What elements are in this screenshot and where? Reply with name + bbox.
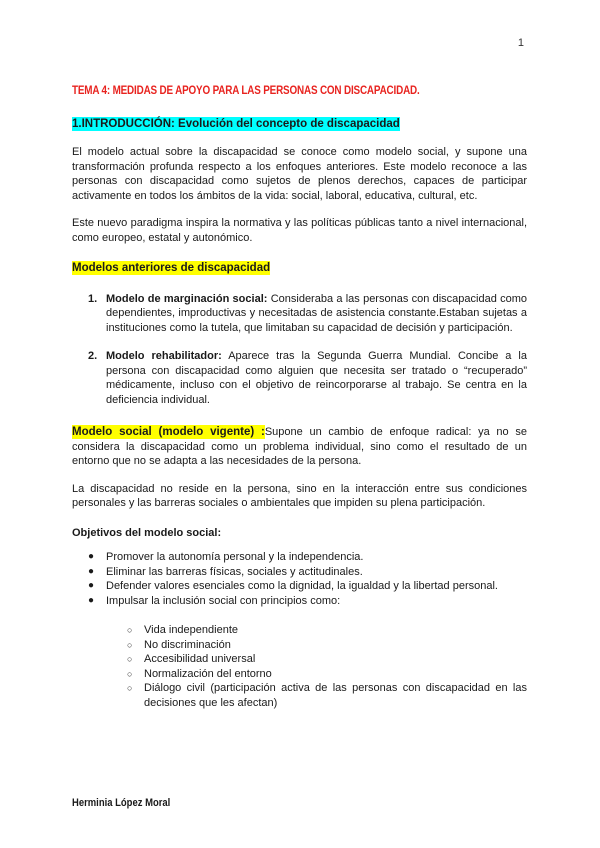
prev-models-list [72,292,527,408]
model-text: Consideraba a las personas con discapacidad como dependientes, improductivas y necesitadas de asistencia constante.Estaban sujetas a instituciones como la tutela, que limitaban su capacidad de decisión y participación. [106,292,527,334]
circle-bullet-icon: ○ [127,668,133,679]
intro-heading: 1.INTRODUCCIÓN: Evolución del concepto de discapacidad [72,117,400,130]
intro-paragraph-2: Este nuevo paradigma inspira la normativa y las políticas públicas tanto a nivel internacional, como europeo, estatal y autonómico. [72,217,527,244]
document-title: TEMA 4: MEDIDAS DE APOYO PARA LAS PERSONAS CON DISCAPACIDAD. [72,85,420,97]
model-name: Modelo rehabilitador: [106,350,222,362]
circle-bullet-icon: ○ [127,654,133,664]
footer-author: Herminia López Moral [72,797,171,809]
bullet-icon: ● [88,565,95,577]
list-item: ● Eliminar las barreras físicas, sociales y actitudinales. [88,565,363,578]
list-item: ○ Accesibilidad universal [127,653,256,665]
bullet-icon: ● [88,594,95,606]
circle-bullet-icon: ○ [127,683,133,693]
objectives-list [72,550,527,608]
intro-heading-row [72,117,527,132]
intro-paragraph-1: El modelo actual sobre la discapacidad se conoce como modelo social, y supone una transformación profunda respecto a los enfoques anteriores. Este modelo reconoce a las personas con discapacidad como sujetos de plenos derechos, capaces de participar activamente en todos los ámbitos de la vida: social, laboral, educativa, cultural, etc. [72,146,527,202]
model-name: Modelo de marginación social: [106,292,268,305]
social-model-paragraph [72,425,527,469]
social-model-label: Modelo social (modelo vigente) : [72,426,265,438]
document-body [72,84,527,710]
list-item: ○ Vida independiente [127,624,238,636]
list-item: ● Promover la autonomía personal y la independencia. [88,551,364,563]
objectives-heading: Objetivos del modelo social: [72,526,222,539]
list-item: ○ Normalización del entorno [127,667,272,680]
list-number: 2. [88,350,98,362]
list-item: ● Impulsar la inclusión social con principios como: [88,594,341,607]
model-text: Aparece tras la Segunda Guerra Mundial. Concibe a la persona con discapacidad como alguien que necesita ser tratado o “recuperado” médicamente, incluso con el objetivo de reincorporarse al trabajo. Se centra en la deficiencia individual. [106,350,527,406]
principles-list [72,623,527,710]
prev-models-heading: Modelos anteriores de discapacidad [72,262,271,274]
circle-bullet-icon: ○ [127,625,133,635]
social-paragraph-2: La discapacidad no reside en la persona, sino en la interacción entre sus condiciones personales y las barreras sociales o ambientales que impiden su plena participación. [72,482,527,509]
list-item: ○ Diálogo civil (participación activa de las personas con discapacidad en las decisiones que les afectan) [127,682,527,709]
list-item [72,292,527,336]
list-item: ○ No discriminación [127,638,231,651]
list-item [72,349,527,407]
page-number: 1 [517,37,524,49]
bullet-icon: ● [88,580,95,591]
bullet-icon: ● [88,551,95,562]
list-item: ● Defender valores esenciales como la dignidad, la igualdad y la libertad personal. [88,580,498,592]
circle-bullet-icon: ○ [127,639,133,650]
social-model-text: Supone un cambio de enfoque radical: ya no se considera la discapacidad como un problema individual, sino como el resultado de un entorno que no se adapta a las necesidades de la persona. [72,426,527,467]
prev-models-heading-row [72,261,527,276]
list-number: 1. [88,292,98,305]
